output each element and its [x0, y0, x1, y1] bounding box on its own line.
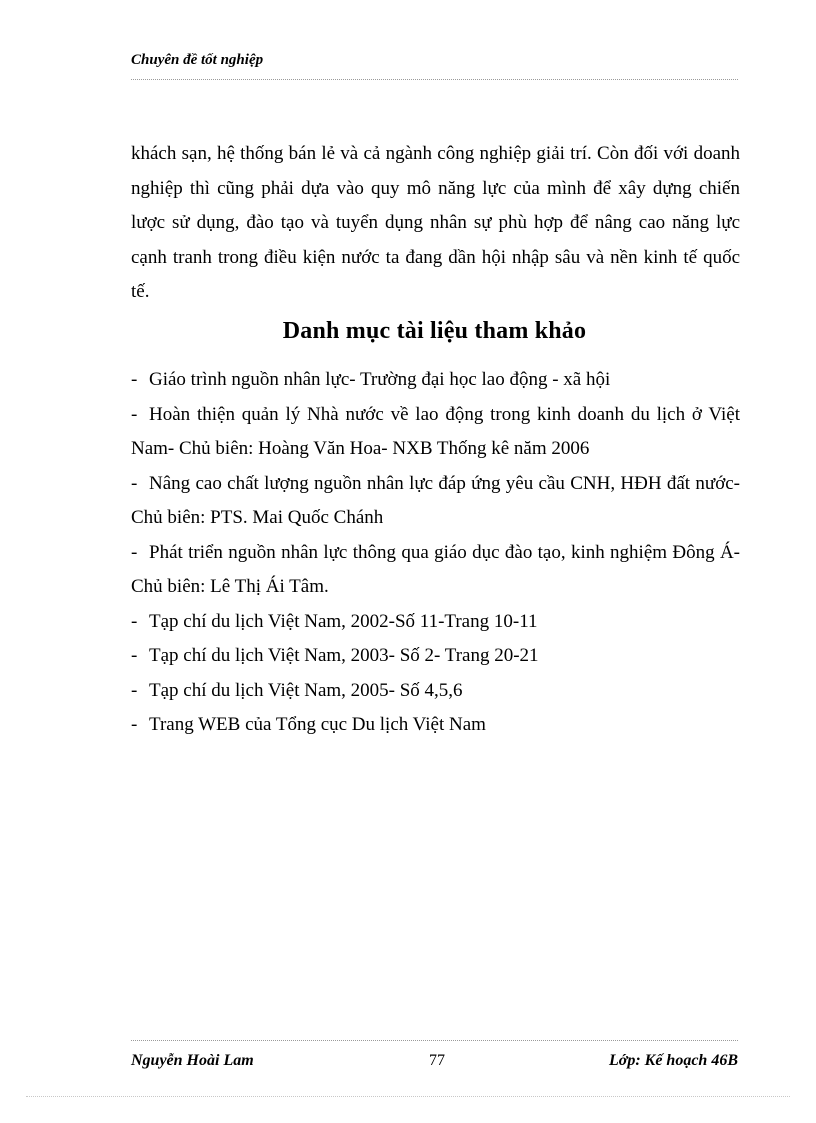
reference-item	[131, 467, 740, 536]
reference-text: Phát triển nguồn nhân lực thông qua giáo dục đào tạo, kinh nghiệm Đông Á- Chủ biên: Lê Thị Ái Tâm.	[131, 541, 740, 597]
reference-item	[131, 363, 740, 398]
reference-text: Nâng cao chất lượng nguồn nhân lực đáp ứng yêu cầu CNH, HĐH đất nước- Chủ biên: PTS. Mai Quốc Chánh	[131, 472, 740, 528]
list-dash: -	[131, 714, 138, 735]
list-dash: -	[131, 645, 138, 666]
header-divider	[131, 79, 738, 80]
reference-item	[131, 639, 740, 674]
list-dash: -	[131, 472, 138, 494]
footer-divider	[131, 1040, 738, 1041]
list-dash: -	[131, 369, 138, 390]
reference-item	[131, 536, 740, 605]
page-bottom-divider	[26, 1096, 790, 1097]
reference-item	[131, 674, 740, 709]
reference-item	[131, 708, 740, 743]
reference-text: Tạp chí du lịch Việt Nam, 2003- Số 2- Trang 20-21	[149, 645, 539, 666]
footer-author: Nguyễn Hoài Lam	[131, 1052, 254, 1069]
list-dash: -	[131, 679, 138, 701]
footer-class: Lớp: Kế hoạch 46B	[608, 1052, 738, 1069]
list-dash: -	[131, 541, 138, 563]
reference-text: Hoàn thiện quản lý Nhà nước về lao động trong kinh doanh du lịch ở Việt Nam- Chủ biên: Hoàng Văn Hoa- NXB Thống kê năm 2006	[131, 403, 740, 459]
page-header-title: Chuyên đề tốt nghiệp	[131, 52, 264, 68]
list-dash: -	[131, 610, 138, 632]
body-paragraph: khách sạn, hệ thống bán lẻ và cả ngành công nghiệp giải trí. Còn đối với doanh nghiệp thì cũng phải dựa vào quy mô năng lực của mình để xây dựng chiến lược sử dụng, đào tạo và tuyển dụng nhân sự phù hợp để nâng cao năng lực cạnh tranh trong điều kiện nước ta đang dần hội nhập sâu và nền kinh tế quốc tế.	[131, 143, 740, 302]
reference-item	[131, 605, 740, 640]
reference-item	[131, 398, 740, 467]
reference-text: Giáo trình nguồn nhân lực- Trường đại học lao động - xã hội	[149, 369, 611, 390]
reference-text: Trang WEB của Tổng cục Du lịch Việt Nam	[149, 714, 486, 735]
references-heading: Danh mục tài liệu tham khảo	[282, 318, 587, 344]
list-dash: -	[131, 403, 138, 425]
reference-text: Tạp chí du lịch Việt Nam, 2002-Số 11-Trang 10-11	[149, 610, 538, 632]
page-number: 77	[429, 1052, 445, 1069]
references-list	[131, 363, 740, 743]
reference-text: Tạp chí du lịch Việt Nam, 2005- Số 4,5,6	[149, 679, 463, 701]
